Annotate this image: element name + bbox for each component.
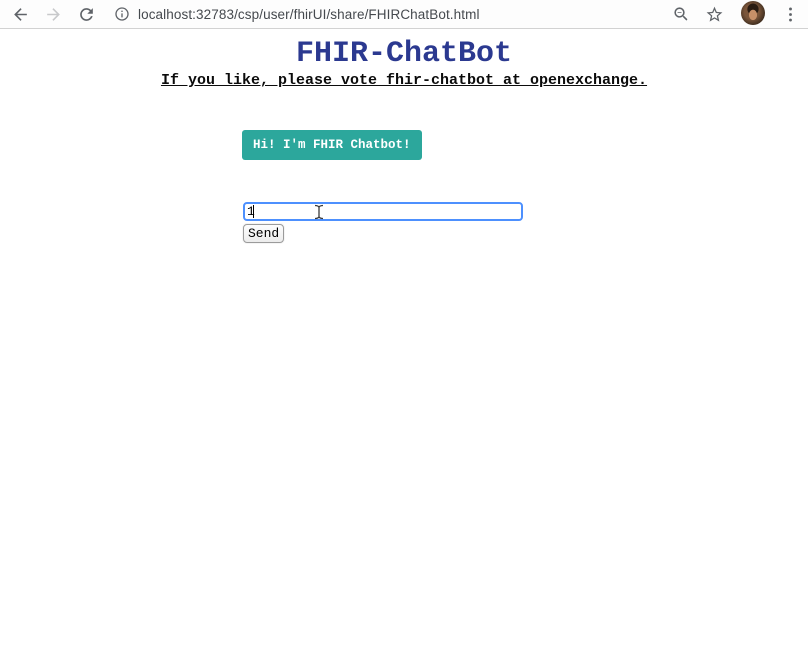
vote-openexchange-link[interactable]: If you like, please vote fhir-chatbot at openexchange.	[160, 72, 648, 89]
forward-icon[interactable]	[44, 5, 63, 24]
bot-message-bubble: Hi! I'm FHIR Chatbot!	[242, 130, 422, 160]
zoom-out-icon[interactable]	[672, 5, 691, 24]
address-bar-url[interactable]: localhost:32783/csp/user/fhirUI/share/FHIRChatBot.html	[138, 7, 480, 22]
chat-input[interactable]	[243, 202, 523, 221]
back-icon[interactable]	[11, 5, 30, 24]
profile-avatar[interactable]	[741, 1, 765, 25]
send-button[interactable]: Send	[243, 224, 284, 243]
reload-icon[interactable]	[77, 5, 96, 24]
menu-kebab-icon[interactable]	[781, 5, 800, 24]
text-caret	[253, 205, 254, 218]
bookmark-star-icon[interactable]	[705, 5, 724, 24]
browser-toolbar	[0, 0, 808, 29]
page-title: FHIR-ChatBot	[295, 37, 513, 71]
info-icon[interactable]	[114, 6, 130, 22]
